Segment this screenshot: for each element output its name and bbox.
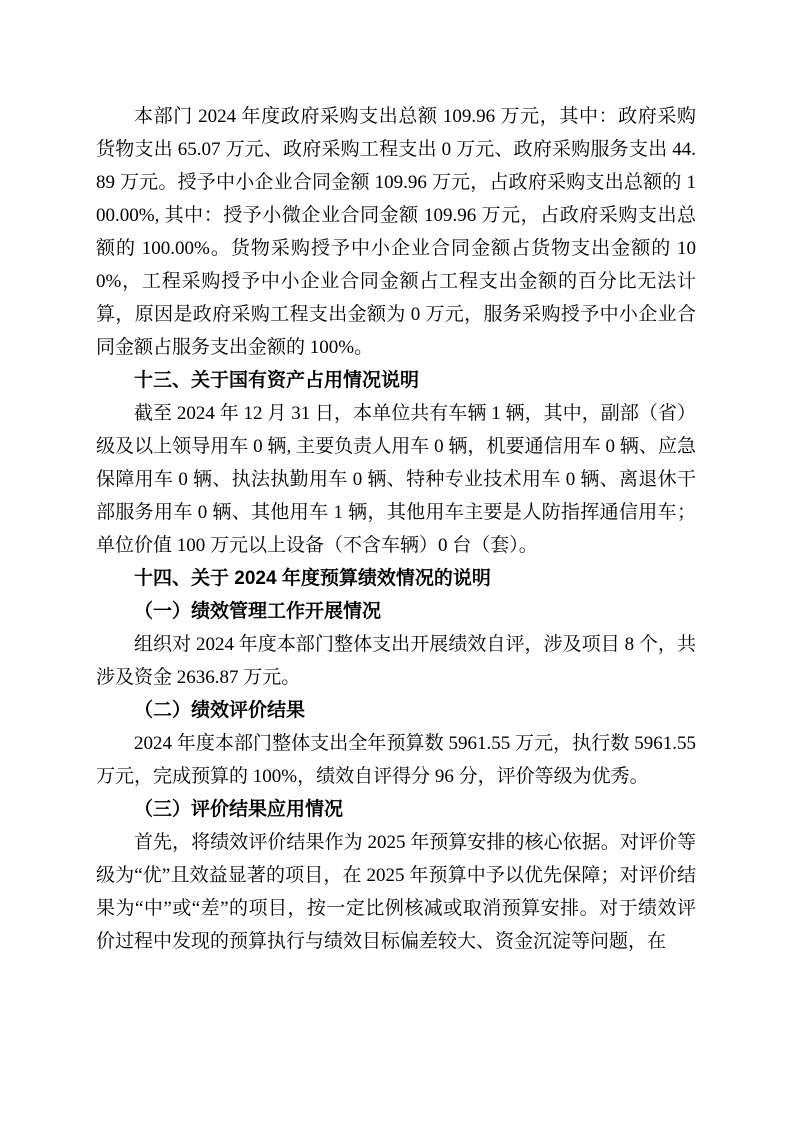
heading-section-14-budget-performance: 十四、关于 2024 年度预算绩效情况的说明 [134, 568, 491, 589]
paragraph-results-application-detail: 首先，将绩效评价结果作为 2025 年预算安排的核心依据。对评价等级为“优”且效益显著的项目，在 2025 年预算中予以优先保障；对评价结果为“中”或“差”的项目，按一定比例核减或取消预算安排。对于绩效评价过程中发现的预算执行与绩效目标偏差较大、资金沉淀等问题，在 [96, 832, 696, 952]
subheading-3-results-application: （三）评价结果应用情况 [134, 799, 344, 820]
paragraph-evaluation-results-detail: 2024 年度本部门整体支出全年预算数 5961.55 万元，执行数 5961.55 万元，完成预算的 100%，绩效自评得分 96 分，评价等级为优秀。 [96, 733, 696, 787]
paragraph-procurement-summary: 本部门 2024 年度政府采购支出总额 109.96 万元，其中：政府采购货物支出 65.07 万元、政府采购工程支出 0 万元、政府采购服务支出 44.89 万元。授予中小企业合同金额 109.96 万元，占政府采购支出总额的 100.00%, 其中：授予小微企业合同金额 109.96 万元，占政府采购支出总额的 100.00%。货物采购授予中小企业合同金额占货物支出金额的 100%，工程采购授予中小企业合同金额占工程支出金额的百分比无法计算，原因是政府采购工程支出金额为 0 万元，服务采购授予中小企业合同金额占服务支出金额的 100%。 [96, 106, 696, 358]
subheading-1-performance-management: （一）绩效管理工作开展情况 [134, 601, 382, 622]
heading-section-13-state-assets: 十三、关于国有资产占用情况说明 [134, 370, 420, 391]
paragraph-vehicles-and-equipment: 截至 2024 年 12 月 31 日，本单位共有车辆 1 辆，其中，副部（省）级及以上领导用车 0 辆, 主要负责人用车 0 辆，机要通信用车 0 辆、应急保障用车 0 辆、执法执勤用车 0 辆、特种专业技术用车 0 辆、离退休干部服务用车 0 辆、其他用车 1 辆，其他用车主要是人防指挥通信用车；单位价值 100 万元以上设备（不含车辆）0 台（套）。 [96, 403, 696, 556]
subheading-2-evaluation-results: （二）绩效评价结果 [134, 700, 306, 721]
paragraph-self-evaluation-scope: 组织对 2024 年度本部门整体支出开展绩效自评，涉及项目 8 个，共涉及资金 2636.87 万元。 [96, 634, 696, 688]
